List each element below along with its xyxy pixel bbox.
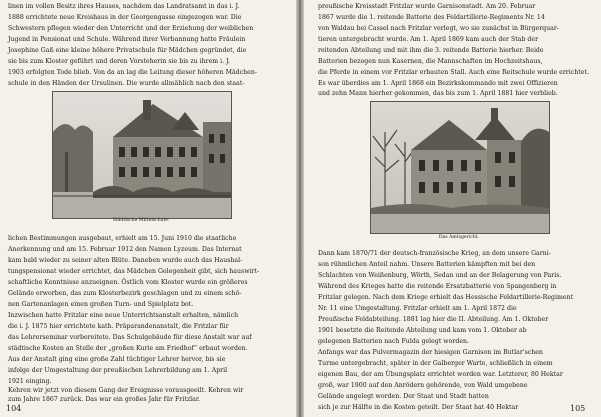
mittelschule-photo <box>52 91 232 219</box>
page-number: 105 <box>570 404 586 413</box>
text-line: linen im vollen Besitz ihres Hauses, nachdem das Landratsamt in das i. J. <box>8 3 240 10</box>
text-line: zum Jahre 1867 zurück. Das war ein großes Jahr für Fritzlar. <box>8 396 201 403</box>
text-line: sich je zur Hälfte in die Kosten geteilt. Der Staat hat 40 Hektar <box>318 404 519 411</box>
amtsgericht-photo <box>370 101 550 234</box>
text-line: Jugend in Pensionat und Schule. Während ihrer Verbannung hatte Fräulein <box>8 36 246 43</box>
text-line: 1867 wurde die 1. reitende Batterie des Feldartillerie-Regiments Nr. 14 <box>318 14 545 21</box>
text-line: die Pferde in einem vor Fritzlar erbauten Stall. Auch eine Reitschule wurde errichtet. <box>318 69 589 76</box>
text-line: preußische Kreisstadt Fritzlar wurde Garnisonstadt. Am 20. Februar <box>318 3 536 10</box>
text-line: gelegenen Batterien nach Fulda gelegt worden. <box>318 338 470 345</box>
school-building-image <box>53 92 231 218</box>
text-line: Kehren wir jetzt von diesem Gang der Ereignisse vorausgeeilt. Kehren wir <box>8 387 244 394</box>
text-line: Anfangs war das Pulvermagazin der hiesigen Garnison im Butlar'schen <box>318 349 543 356</box>
text-line: tungspensionat wieder errichtet, das Mädchen Gelegenheit gibt, sich hauswirt- <box>8 268 260 275</box>
text-line: 1903 erfolgten Tode blieb. Von da an lag die Leitung dieser höheren Mädchen- <box>8 69 257 76</box>
court-building-image <box>371 102 549 233</box>
page-number: 104 <box>6 404 22 413</box>
text-line: Anerkennung und am 15. Februar 1912 den Namen Lyzeum. Das Internat <box>8 246 242 253</box>
text-line: Schlachten von Weißenburg, Wörth, Sedan und an der Belagerung von Paris. <box>318 272 562 279</box>
text-line: Batterien bezogen nun Kasernen, die Mannschaften im Hochzeitshaus, <box>318 58 543 65</box>
text-line: schule in den Händen der Ursulinen. Die wurde allmählich nach den staat- <box>8 80 245 87</box>
text-line: 1888 errichtete neue Kreishaus in der Georgengasse eingezogen war. Die <box>8 14 242 21</box>
text-line: Nr. 11 eine Umgestaltung. Fritzlar erhielt am 1. April 1872 die <box>318 305 517 312</box>
text-line: reitenden Abteilung und mit ihm die 3. reitende Batterie hierher. Beide <box>318 47 544 54</box>
text-line: von Waldau bei Cassel nach Fritzlar verlegt, wo sie zunächst in Bürgerquar- <box>318 25 559 32</box>
text-line: Preußische Feldabteilung. 1881 lag hier die II. Abteilung. Am 1. Oktober <box>318 316 549 323</box>
text-line: Dann kam 1870/71 der deutsch-französische Krieg, an dem unsere Garni- <box>318 250 551 257</box>
text-line: Während des Krieges hatte die reitende Ersatzbatterie von Spangenberg in <box>318 283 557 290</box>
text-line: Aus der Anstalt ging eine große Zahl tüchtiger Lehrer hervor, bis sie <box>8 356 226 363</box>
text-line: Gelände erworben, das zum Klosterbezirk geschlagen und zu einem schö- <box>8 290 242 297</box>
text-line: Es war überdies am 1. April 1868 ein Bezirkskommando mit zwei Offizieren <box>318 80 558 87</box>
text-line: und zehn Mann hierher gekommen, das bis zum 1. April 1881 hier verblieb. <box>318 90 558 97</box>
text-line: nen Gartenanlagen einen großen Turn- und Spielplatz bot. <box>8 301 194 308</box>
book-gutter <box>296 0 304 417</box>
right-page <box>304 0 601 417</box>
text-line: kam bald wieder zu seiner alten Blüte. Daneben wurde auch das Haushal- <box>8 257 243 264</box>
text-line: lichen Bestimmungen ausgebaut, erhielt am 15. Juni 1910 die staatliche <box>8 235 237 242</box>
text-line: Turme untergebracht, später in der Galberger Warte, schließlich in einem <box>318 360 553 367</box>
text-line: schaftliche Kenntnisse anzueignen. Östlich vom Kloster wurde ein größeres <box>8 279 248 286</box>
text-line: son rühmlichen Anteil nahm. Unsere Batterien kämpften mit bei den <box>318 261 536 268</box>
text-line: infolge der Umgestaltung der preußischen Lehrerbildung am 1. April <box>8 367 228 374</box>
text-line: Gelände angelegt worden. Der Staat und Stadt hatten <box>318 393 489 400</box>
text-line: Josephine Gaß eine kleine höhere Privatschule für Mädchen gegründet, die <box>8 47 247 54</box>
text-line: Fritzlar gelegen. Nach dem Kriege erhielt das Hessische Feldartillerie-Regiment <box>318 294 574 301</box>
text-line: Schwestern pflegen wieder den Unterricht und der Erziehung der weiblichen <box>8 25 254 32</box>
text-line: städtische Kosten an Stelle der „großen Kurie am Friedhof“ erbaut worden. <box>8 345 248 352</box>
text-line: die i. J. 1875 hier errichtete kath. Präparandenanstalt, die Fritzlar für <box>8 323 229 330</box>
photo-caption: Das Amtsgericht. <box>438 235 480 240</box>
text-line: sie bis zum Kloster geführt und deren Vorsteherin sie bis zu ihrem i. J. <box>8 58 231 65</box>
left-page <box>0 0 296 417</box>
text-line: 1901 besetzte die Reitende Abteilung und kam vom 1. Oktober ab <box>318 327 527 334</box>
text-line: 1921 einging. <box>8 378 52 385</box>
text-line: groß, war 1900 auf den Anrödern gehörende, von Wald umgebene <box>318 382 528 389</box>
photo-caption: Städtische Mittelschule. <box>112 218 170 223</box>
text-line: das Lehrerseminar vorbereitete. Das Schulgebäude für diese Anstalt war auf <box>8 334 252 341</box>
text-line: tieren untergebracht wurde. Am 1. April 1869 kam auch der Stab der <box>318 36 539 43</box>
text-line: Inzwischen hatte Fritzlar eine neue Unterrichtsanstalt erhalten, nämlich <box>8 312 239 319</box>
text-line: eigenen Bau, der am Übungsplatz errichtet worden war. Letzterer, 80 Hektar <box>318 371 563 378</box>
